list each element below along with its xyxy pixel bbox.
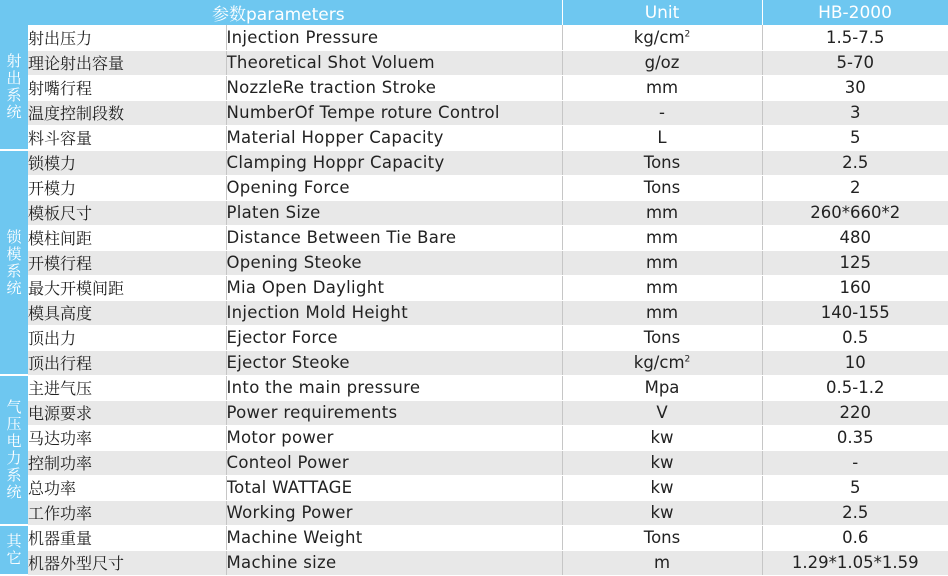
- param-value: [762, 275, 948, 300]
- header-unit: Unit: [562, 0, 762, 25]
- param-name-en: [226, 550, 562, 575]
- param-unit-text: kg/cm: [633, 27, 685, 47]
- param-unit-text: -: [659, 103, 665, 122]
- param-unit-text: mm: [645, 278, 679, 297]
- param-name-zh-text: 工作功率: [28, 504, 93, 523]
- table-row: [0, 225, 948, 250]
- group-label-text: 锁模系统: [6, 227, 22, 297]
- param-unit-text: L: [657, 128, 667, 147]
- group-label: [0, 150, 28, 375]
- param-name-zh-text: 模板尺寸: [28, 204, 93, 223]
- param-name-zh: [28, 300, 226, 325]
- param-name-zh: [28, 25, 226, 50]
- param-value: [762, 425, 948, 450]
- param-name-en: [226, 450, 562, 475]
- param-value-text: 0.5: [842, 328, 869, 347]
- table-row: [0, 100, 948, 125]
- param-value-text: 0.35: [836, 428, 874, 447]
- param-name-en: [226, 125, 562, 150]
- param-name-zh: [28, 350, 226, 375]
- param-value: [762, 225, 948, 250]
- param-name-zh-text: 射嘴行程: [28, 79, 93, 98]
- param-unit-text: mm: [645, 78, 679, 97]
- param-unit: [562, 50, 762, 75]
- param-unit-text: mm: [645, 203, 679, 222]
- param-name-en-text: Conteol Power: [226, 453, 349, 472]
- param-unit: [562, 250, 762, 275]
- param-name-zh: [28, 150, 226, 175]
- param-unit: [562, 375, 762, 400]
- param-unit-text: kg/cm: [633, 353, 685, 372]
- param-unit-text: Mpa: [644, 378, 680, 397]
- param-name-zh-text: 机器重量: [28, 529, 93, 548]
- param-name-zh: [28, 500, 226, 525]
- param-name-zh-text: 电源要求: [28, 404, 93, 423]
- param-name-en: [226, 100, 562, 125]
- param-value-text: 140-155: [820, 303, 890, 322]
- table-row: [0, 175, 948, 200]
- header-row: [0, 0, 948, 25]
- param-name-en: [226, 500, 562, 525]
- param-unit-text: Tons: [643, 528, 681, 547]
- param-name-en: [226, 175, 562, 200]
- param-name-zh: [28, 525, 226, 550]
- param-name-zh-text: 控制功率: [28, 454, 93, 473]
- table-row: [0, 50, 948, 75]
- param-unit: [562, 225, 762, 250]
- param-name-zh-text: 主进气压: [28, 379, 93, 398]
- param-unit-text: kw: [650, 503, 674, 522]
- param-name-zh: [28, 75, 226, 100]
- param-name-zh: [28, 100, 226, 125]
- table-row: [0, 250, 948, 275]
- param-name-zh-text: 料斗容量: [28, 129, 93, 148]
- table-row: [0, 200, 948, 225]
- param-name-zh-text: 机器外型尺寸: [28, 554, 125, 573]
- header-model: HB-2000: [762, 0, 948, 25]
- param-name-en-text: Total WATTAGE: [226, 478, 353, 497]
- param-unit: [562, 550, 762, 575]
- table-row: [0, 425, 948, 450]
- param-name-zh: [28, 175, 226, 200]
- param-unit-text: Tons: [643, 328, 681, 347]
- param-unit: [562, 275, 762, 300]
- param-name-en-text: Opening Steoke: [226, 253, 362, 272]
- param-name-zh: [28, 400, 226, 425]
- param-name-en-text: NozzleRe traction Stroke: [226, 78, 437, 97]
- unit-superscript: 2: [684, 29, 691, 40]
- param-value: [762, 400, 948, 425]
- param-value-text: 2.5: [842, 153, 869, 172]
- param-value-text: 5-70: [836, 53, 874, 72]
- unit-superscript: 2: [684, 354, 691, 365]
- param-value-text: 2.5: [842, 503, 869, 522]
- param-unit: [562, 300, 762, 325]
- param-name-en-text: Working Power: [226, 503, 353, 522]
- param-name-zh: [28, 225, 226, 250]
- param-value: [762, 300, 948, 325]
- param-name-zh: [28, 475, 226, 500]
- param-name-zh: [28, 375, 226, 400]
- param-value: [762, 50, 948, 75]
- header-parameters: 参数parameters: [0, 0, 562, 25]
- table-row: [0, 550, 948, 575]
- param-name-zh-text: 温度控制段数: [28, 104, 125, 123]
- param-name-zh-text: 锁模力: [28, 154, 77, 173]
- param-name-en: [226, 400, 562, 425]
- group-label: [0, 375, 28, 525]
- param-value: [762, 150, 948, 175]
- group-label-text: 射出系统: [6, 52, 22, 121]
- table-row: [0, 375, 948, 400]
- param-value-text: 260*660*2: [810, 203, 901, 222]
- param-name-zh: [28, 125, 226, 150]
- param-value: [762, 375, 948, 400]
- param-value-text: 125: [839, 253, 872, 272]
- param-name-en: [226, 325, 562, 350]
- param-name-zh-text: 顶出行程: [28, 354, 93, 373]
- param-name-en-text: Injection Mold Height: [226, 303, 408, 322]
- param-name-en: [226, 200, 562, 225]
- param-value: [762, 200, 948, 225]
- param-unit: [562, 525, 762, 550]
- param-unit: [562, 350, 762, 375]
- param-value-text: 10: [844, 353, 866, 372]
- param-unit: [562, 200, 762, 225]
- table-row: [0, 25, 948, 50]
- param-value: [762, 525, 948, 550]
- param-value: [762, 100, 948, 125]
- param-unit-text: Tons: [643, 178, 681, 197]
- param-name-en: [226, 250, 562, 275]
- param-name-zh-text: 射出压力: [28, 28, 93, 48]
- param-unit-text: kw: [650, 428, 674, 447]
- param-name-en-text: Distance Between Tie Bare: [226, 228, 457, 247]
- param-value-text: 220: [839, 403, 872, 422]
- param-unit-text: mm: [645, 228, 679, 247]
- param-name-zh-text: 理论射出容量: [28, 54, 125, 73]
- param-name-zh-text: 马达功率: [28, 429, 93, 448]
- param-name-en: [226, 475, 562, 500]
- param-name-en: [226, 350, 562, 375]
- param-name-zh: [28, 450, 226, 475]
- table-row: [0, 450, 948, 475]
- param-name-en-text: Mia Open Daylight: [226, 278, 385, 297]
- group-label-text: 其它: [6, 532, 22, 567]
- param-value-text: 30: [844, 78, 866, 97]
- param-value: [762, 25, 948, 50]
- param-value-text: -: [852, 453, 859, 472]
- table-row: [0, 475, 948, 500]
- param-unit: [562, 425, 762, 450]
- param-value-text: 0.5-1.2: [826, 378, 885, 397]
- param-unit: [562, 100, 762, 125]
- group-label: [0, 25, 28, 150]
- param-unit: [562, 500, 762, 525]
- param-name-en-text: Platen Size: [226, 203, 321, 222]
- param-value-text: 1.5-7.5: [826, 27, 885, 47]
- table-row: [0, 275, 948, 300]
- param-name-zh-text: 顶出力: [28, 329, 77, 348]
- param-name-en-text: Material Hopper Capacity: [226, 128, 444, 147]
- param-name-en: [226, 425, 562, 450]
- param-unit: [562, 450, 762, 475]
- param-unit-text: kw: [650, 478, 674, 497]
- param-name-en-text: Machine Weight: [226, 528, 363, 547]
- param-name-en-text: Into the main pressure: [226, 378, 421, 397]
- param-unit: [562, 325, 762, 350]
- param-name-zh: [28, 50, 226, 75]
- param-name-en: [226, 225, 562, 250]
- param-unit: [562, 175, 762, 200]
- param-unit-text: V: [656, 403, 668, 422]
- param-unit-text: g/oz: [644, 53, 680, 72]
- param-name-en-text: Theoretical Shot Voluem: [226, 53, 435, 72]
- param-name-zh-text: 最大开模间距: [28, 279, 125, 298]
- param-name-zh-text: 总功率: [28, 479, 77, 498]
- param-value: [762, 75, 948, 100]
- param-name-en: [226, 275, 562, 300]
- param-name-zh: [28, 550, 226, 575]
- param-value-text: 2: [850, 178, 861, 197]
- table-row: [0, 500, 948, 525]
- param-name-en-text: Opening Force: [226, 178, 350, 197]
- table-row: [0, 125, 948, 150]
- param-name-zh-text: 开模行程: [28, 254, 93, 273]
- param-name-zh-text: 模具高度: [28, 304, 93, 323]
- table-row: [0, 75, 948, 100]
- param-unit-text: kw: [650, 453, 674, 472]
- param-name-en: [226, 300, 562, 325]
- param-value-text: 1.29*1.05*1.59: [791, 553, 919, 572]
- param-name-en: [226, 375, 562, 400]
- group-label-text: 气压电力系统: [6, 398, 22, 501]
- param-value: [762, 250, 948, 275]
- param-unit-text: mm: [645, 253, 679, 272]
- param-name-en: [226, 25, 562, 50]
- param-value: [762, 475, 948, 500]
- param-name-zh: [28, 250, 226, 275]
- group-label: [0, 525, 28, 575]
- param-name-zh: [28, 425, 226, 450]
- spec-body: [0, 25, 948, 575]
- param-unit-text: Tons: [643, 153, 681, 172]
- param-name-zh: [28, 200, 226, 225]
- param-value-text: 5: [850, 478, 861, 497]
- param-value: [762, 325, 948, 350]
- param-value: [762, 450, 948, 475]
- param-value-text: 160: [839, 278, 872, 297]
- table-row: [0, 350, 948, 375]
- param-unit-text: m: [653, 553, 671, 572]
- param-name-en-text: Power requirements: [226, 403, 398, 422]
- param-value-text: 480: [839, 228, 872, 247]
- table-row: [0, 150, 948, 175]
- param-value: [762, 350, 948, 375]
- param-name-zh: [28, 275, 226, 300]
- param-name-zh-text: 模柱间距: [28, 229, 93, 248]
- param-name-zh-text: 开模力: [28, 179, 77, 198]
- param-name-en-text: Ejector Steoke: [226, 353, 350, 372]
- param-value-text: 0.6: [842, 528, 869, 547]
- param-name-en-text: Motor power: [226, 428, 334, 447]
- param-name-en-text: Machine size: [226, 553, 337, 572]
- param-name-zh: [28, 325, 226, 350]
- param-unit: [562, 25, 762, 50]
- param-name-en: [226, 75, 562, 100]
- table-row: [0, 300, 948, 325]
- param-name-en-text: Clamping Hoppr Capacity: [226, 153, 445, 172]
- param-name-en-text: Ejector Force: [226, 328, 338, 347]
- table-row: [0, 325, 948, 350]
- param-value: [762, 500, 948, 525]
- param-unit: [562, 400, 762, 425]
- param-name-en-text: NumberOf Tempe roture Control: [226, 103, 500, 122]
- param-name-en-text: Injection Pressure: [226, 27, 379, 47]
- param-value: [762, 125, 948, 150]
- param-unit: [562, 75, 762, 100]
- param-name-en: [226, 50, 562, 75]
- param-unit: [562, 475, 762, 500]
- param-unit: [562, 125, 762, 150]
- table-row: [0, 400, 948, 425]
- param-name-en: [226, 525, 562, 550]
- param-name-en: [226, 150, 562, 175]
- param-value-text: 3: [850, 103, 861, 122]
- param-value-text: 5: [850, 128, 861, 147]
- param-unit-text: mm: [645, 303, 679, 322]
- param-value: [762, 550, 948, 575]
- table-row: [0, 525, 948, 550]
- param-value: [762, 175, 948, 200]
- param-unit: [562, 150, 762, 175]
